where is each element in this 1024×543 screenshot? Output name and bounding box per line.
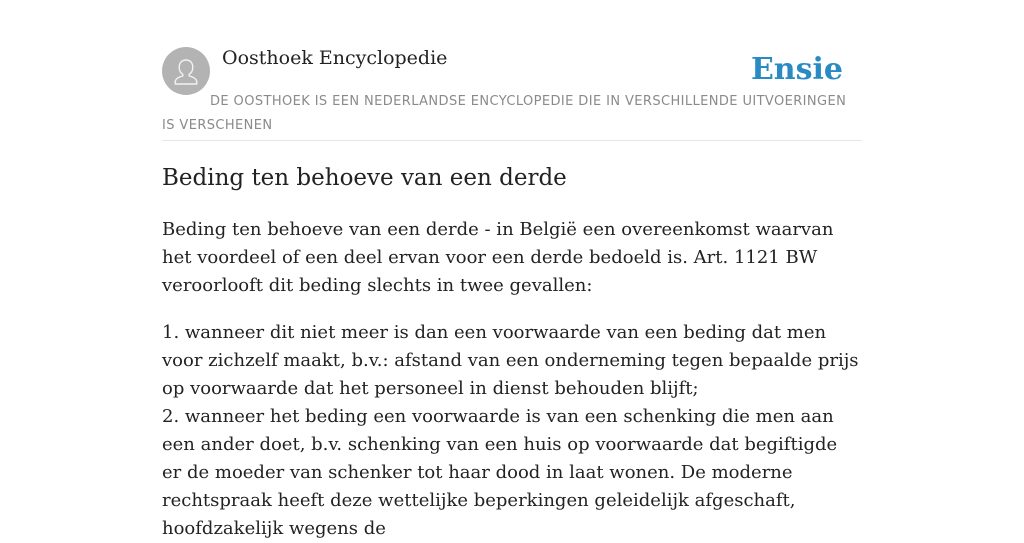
site-tagline: DE OOSTHOEK IS EEN NEDERLANDSE ENCYCLOPEDIE DIE IN VERSCHILLENDE UITVOERINGEN IS VERSCHENEN	[162, 94, 847, 133]
article-title: Beding ten behoeve van een derde	[162, 165, 567, 191]
avatar-silhouette-icon	[162, 47, 210, 95]
article-list-item-2: 2. wanneer het beding een voorwaarde is van een schenking die men aan een ander doet, b.v. schenking van een huis op voorwaarde dat begiftigde er de moeder van schenker tot haar dood in laat wonen. De moderne rechtspraak heeft deze wettelijke beperkingen geleidelijk afgeschaft, hoofdzakelijk wegens de	[162, 406, 838, 539]
article-list-item-1: 1. wanneer dit niet meer is dan een voorwaarde van een beding dat men voor zichzelf maakt, b.v.: afstand van een onderneming tegen bepaalde prijs op voorwaarde dat het personeel in dienst behouden blijft;	[162, 322, 859, 399]
ensie-logo[interactable]: Ensie	[750, 52, 843, 87]
article-paragraph-intro: Beding ten behoeve van een derde - in België een overeenkomst waarvan het voordeel of een deel ervan voor een derde bedoeld is. Art. 1121 BW veroorlooft dit beding slechts in twee gevallen:	[162, 219, 834, 296]
site-header	[162, 0, 862, 141]
page-container	[162, 0, 862, 539]
site-name[interactable]: Oosthoek Encyclopedie	[222, 47, 448, 69]
article-list	[162, 319, 862, 543]
user-avatar-icon[interactable]	[162, 47, 210, 95]
